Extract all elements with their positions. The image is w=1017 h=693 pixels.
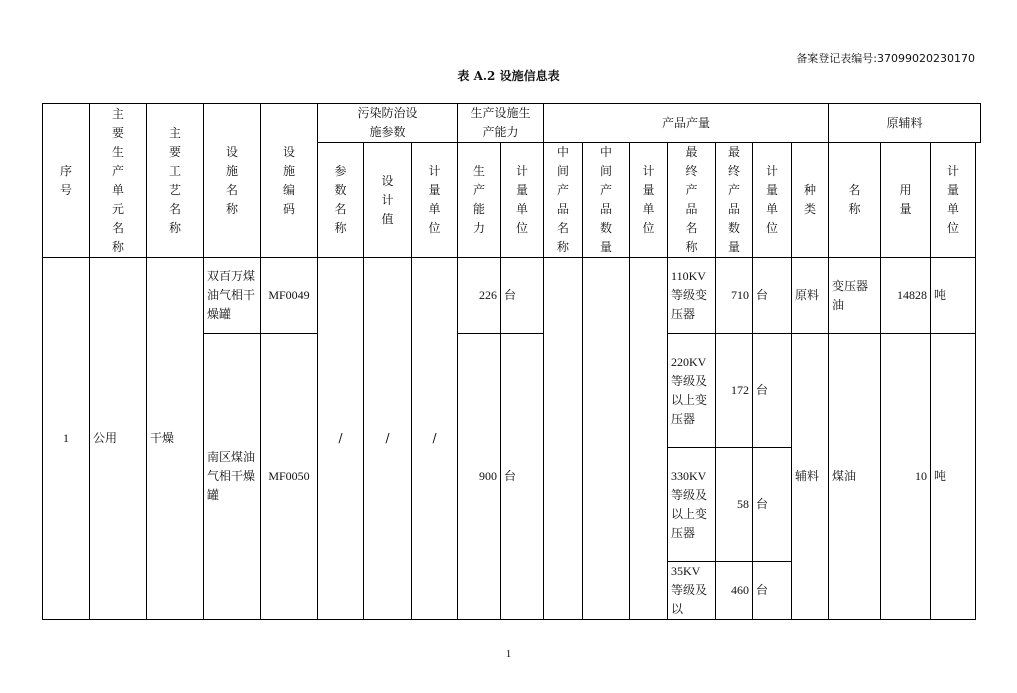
mat-amount-cell: 10 xyxy=(881,334,931,620)
facility-info-table xyxy=(42,103,981,620)
facility-code-cell: MF0050 xyxy=(261,334,318,620)
final-qty-cell: 460 xyxy=(716,562,753,620)
header-final-name: 最终产品名称 xyxy=(668,143,716,258)
facility-code-cell: MF0049 xyxy=(261,258,318,334)
mat-name-cell: 变压器油 xyxy=(829,258,881,334)
header-pollution-group: 污染防治设施参数 xyxy=(318,104,458,143)
header-mid-qty: 中间产品数量 xyxy=(583,143,630,258)
table-row xyxy=(43,258,981,334)
final-unit-cell: 台 xyxy=(753,448,792,562)
final-unit-cell: 台 xyxy=(753,258,792,334)
header-facility-name: 设施名称 xyxy=(204,104,261,258)
mid-name-cell xyxy=(544,258,583,620)
facility-name-cell: 双百万煤油气相干燥罐 xyxy=(204,258,261,334)
table-title: 表 A.2 设施信息表 xyxy=(457,69,560,83)
final-unit-cell: 台 xyxy=(753,562,792,620)
mat-unit-cell: 吨 xyxy=(931,334,976,620)
registration-number: 备案登记表编号:37099020230170 xyxy=(796,52,975,65)
final-qty-cell: 172 xyxy=(716,334,753,448)
header-final-qty: 最终产品数量 xyxy=(716,143,753,258)
header-mid-unit: 计量单位 xyxy=(630,143,668,258)
header-main-process: 主要工艺名称 xyxy=(147,104,204,258)
final-name-cell: 220KV等级及以上变压器 xyxy=(668,334,716,448)
header-main-unit: 主要生产单元名称 xyxy=(90,104,147,258)
final-unit-cell: 台 xyxy=(753,334,792,448)
header-facility-code: 设施编码 xyxy=(261,104,318,258)
final-name-cell: 330KV等级及以上变压器 xyxy=(668,448,716,562)
mat-unit-cell: 吨 xyxy=(931,258,976,334)
mat-name-cell: 煤油 xyxy=(829,334,881,620)
final-name-cell: 110KV等级变压器 xyxy=(668,258,716,334)
header-capacity-unit: 计量单位 xyxy=(501,143,544,258)
header-param-name: 参数名称 xyxy=(318,143,364,258)
header-mat-unit: 计量单位 xyxy=(931,143,976,258)
design-value-cell: / xyxy=(364,258,412,620)
main-process-cell: 干燥 xyxy=(147,258,204,620)
header-material-group: 原辅料 xyxy=(829,104,981,143)
final-name-cell: 35KV等级及以 xyxy=(668,562,716,620)
mat-amount-cell: 14828 xyxy=(881,258,931,334)
header-design-value: 设计值 xyxy=(364,143,412,258)
header-capacity-group: 生产设施生产能力 xyxy=(458,104,544,143)
capacity-unit-cell: 台 xyxy=(501,334,544,620)
capacity-cell: 900 xyxy=(458,334,501,620)
header-unit: 计量单位 xyxy=(412,143,458,258)
mid-unit-cell xyxy=(630,258,668,620)
page-number: 1 xyxy=(505,648,512,660)
capacity-cell: 226 xyxy=(458,258,501,334)
final-qty-cell: 710 xyxy=(716,258,753,334)
header-mat-name: 名称 xyxy=(829,143,881,258)
header-mat-type: 种类 xyxy=(792,143,829,258)
capacity-unit-cell: 台 xyxy=(501,258,544,334)
mat-type-cell: 原料 xyxy=(792,258,829,334)
facility-name-cell: 南区煤油气相干燥罐 xyxy=(204,334,261,620)
header-seq: 序号 xyxy=(43,104,90,258)
unit-cell: / xyxy=(412,258,458,620)
header-mid-name: 中间产品名称 xyxy=(544,143,583,258)
header-capacity: 生产能力 xyxy=(458,143,501,258)
main-unit-cell: 公用 xyxy=(90,258,147,620)
mid-qty-cell xyxy=(583,258,630,620)
header-mat-amount: 用量 xyxy=(881,143,931,258)
mat-type-cell: 辅料 xyxy=(792,334,829,620)
header-output-group: 产品产量 xyxy=(544,104,829,143)
final-qty-cell: 58 xyxy=(716,448,753,562)
header-final-unit: 计量单位 xyxy=(753,143,792,258)
seq-cell: 1 xyxy=(43,258,90,620)
param-name-cell: / xyxy=(318,258,364,620)
